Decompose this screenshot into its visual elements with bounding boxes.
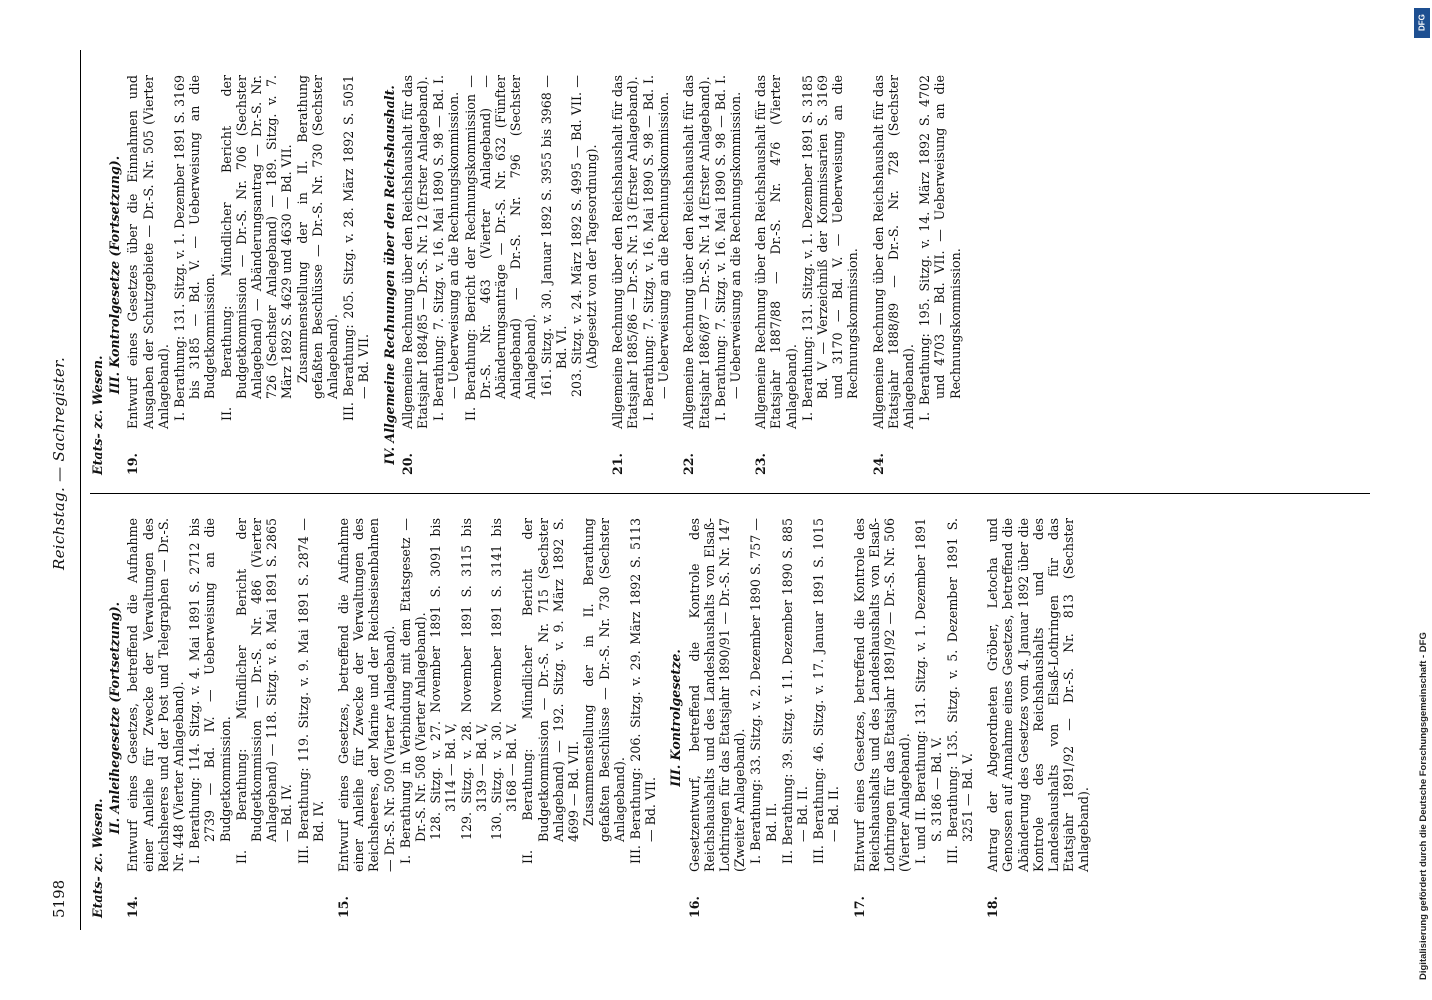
entry-detail: Zusammenstellung der in II. Berathung gefaßten Beschlüsse — Dr.-S. Nr. 730 (Sechster Anlageband). (294, 75, 341, 399)
entry-detail: III. Berathung: 46. Sitzg. v. 17. Januar 1891 S. 1015 — Bd. II. (811, 518, 842, 864)
section-heading: II. Anleihegesetze (Fortsetzung). (107, 601, 123, 835)
entry-number: 14. (125, 896, 141, 918)
entry-number: 20. (399, 453, 415, 475)
header-rule (80, 50, 81, 930)
entry-title: Allgemeine Rechnung über den Reichshaushalt für das Etatsjahr 1886/87 — Dr.-S. Nr. 14 (Erster Anlageband). (681, 75, 712, 429)
entry-title: Entwurf eines Gesetzes, betreffend die Kontrole des Reichshaushalts und des Landeshaushalts von Elsaß-Lothringen für das Etatsjahr 1891/92 — Dr.-S. Nr. 506 (Vierter Anlageband). (851, 518, 913, 872)
entry-title: Allgemeine Rechnung über den Reichshaushalt für das Etatsjahr 1884/85 — Dr.-S. Nr. 12 (Erster Anlageband). (399, 75, 431, 429)
entry-number: 16. (686, 896, 702, 918)
entry-detail: 203. Sitzg. v. 24. März 1892 S. 4995 — Bd. VII. — (Abgesetzt von der Tagesordnung). (569, 75, 600, 397)
register-entry (681, 75, 743, 475)
register-entry (687, 518, 842, 918)
entry-title: Allgemeine Rechnung über den Reichshaushalt für das Etatsjahr 1887/88 — Dr.-S. Nr. 476 (Vierter Anlageband). (753, 75, 799, 429)
register-entry (852, 518, 976, 918)
entry-detail: I. und II. Berathung: 131. Sitzg. v. 1. Dezember 1891 S. 3186 — Bd. V. (913, 518, 944, 864)
register-entry (753, 75, 860, 475)
entry-title: Allgemeine Rechnung über den Reichshaushalt für das Etatsjahr 1888/89 — Dr.-S. Nr. 728 (Sechster Anlageband). (870, 75, 916, 429)
entry-detail: II. Berathung: 39. Sitzg. v. 11. Dezember 1890 S. 885 — Bd. II. (779, 518, 810, 864)
entry-detail: 128. Sitzg. v. 27. November 1891 S. 3091 bis 3114 — Bd. V, (428, 518, 459, 840)
digitization-note: Digitalisierung gefördert durch die Deutsche Forschungsgemeinschaft - DFG (1418, 632, 1429, 980)
left-column (90, 518, 1102, 918)
entry-detail: III. Berathung: 206. Sitzg. v. 29. März 1892 S. 5113 — Bd. VII. (627, 518, 659, 864)
entry-detail: Zusammenstellung der in II. Berathung gefaßten Beschlüsse — Dr.-S. Nr. 730 (Sechster Anlageband). (581, 518, 627, 842)
running-title: Reichstag. — Sachregister. (50, 356, 68, 570)
page-header (52, 0, 72, 1000)
entry-detail: I. Berathung: 33. Sitzg. v. 2. Dezember 1890 S. 757 — Bd. II. (748, 518, 779, 864)
entry-number: 23. (753, 453, 769, 475)
entry-detail: III. Berathung: 135. Sitzg. v. 5. Dezember 1891 S. 3251 — Bd. V. (944, 518, 975, 864)
entry-title: Antrag der Abgeordneten Gröber, Letocha und Genossen auf Annahme eines Gesetzes, betreffend die Abänderung des Gesetzes vom 4. Januar 1892 über die Kontrole des Reichshaushalts und des Landeshaushalts von Elsaß-Lothringen für das Etatsjahr 1891/92 — Dr.-S. Nr. 813 (Sechster Anlageband). (985, 518, 1092, 872)
column-divider (90, 493, 1370, 494)
entry-title: Entwurf eines Gesetzes, betreffend die Aufnahme einer Anleihe für Zwecke der Verwaltungen des Reichsheeres, der Marine und der Reichseisenbahnen — Dr.-S. Nr. 509 (Vierter Anlageband). (336, 518, 397, 872)
page-number: 5198 (50, 879, 68, 918)
entry-number: 15. (336, 896, 352, 918)
entry-number: 19. (125, 453, 141, 475)
entry-title: Gesetzentwurf, betreffend die Kontrole des Reichshaushalts und des Landeshaushalts von Elsaß-Lothringen für das Etatsjahr 1890/91 — Dr.-S. Nr. 147 (Zweiter Anlageband). (686, 518, 748, 872)
entry-detail: I. Berathung: 114. Sitzg. v. 4. Mai 1891 S. 2712 bis 2739 — Bd. IV. — Ueberweisung an die Budgetkommission. (187, 518, 233, 864)
entry-title: Entwurf eines Gesetzes, betreffend die Aufnahme einer Anleihe für Zwecke der Verwaltungen des Reichsheeres und der Post und Telegraphen — Dr.-S. Nr. 448 (Vierter Anlageband). (125, 518, 187, 872)
entry-detail: II. Berathung: Mündlicher Bericht der Budgetkommission — Dr.-S. Nr. 706 (Sechster Anlageband) — Abänderungsantrag — Dr.-S. Nr. 726 (Sechster Anlageband) — 189. Sitzg. v. 7. März 1892 S. 4629 und 4630 — Bd. VII. (218, 75, 295, 421)
entry-number: 21. (609, 453, 625, 475)
entry-detail: II. Berathung: Mündlicher Bericht der Budgetkommission — Dr.-S. Nr. 715 (Sechster Anlageband) — 192. Sitzg. v. 9. März 1892 S. 4699 — Bd. VII. (520, 518, 582, 864)
entry-detail: 129. Sitzg. v. 28. November 1891 S. 3115 bis 3139 — Bd. V, (458, 518, 489, 840)
entry-detail: I. Berathung: 7. Sitzg. v. 16. Mai 1890 S. 98 — Bd. I. — Ueberweisung an die Rechnungskommission. (712, 75, 743, 421)
entry-detail: II. Berathung: Mündlicher Bericht der Budgetkommission — Dr.-S. Nr. 486 (Vierter Anlageband) — 118. Sitzg. v. 8. Mai 1891 S. 2865 — Bd. IV. (233, 518, 295, 864)
right-column (90, 75, 973, 475)
entry-detail: II. Berathung: Bericht der Rechnungskommission — Dr.-S. Nr. 463 (Vierter Anlageband) — Abänderungsanträge — Dr.-S. Nr. 632 (Fünfter Anlageband) — Dr.-S. Nr. 796 (Sechster Anlageband). (462, 75, 539, 421)
register-entry (125, 75, 371, 475)
register-entry (400, 75, 600, 475)
entry-number: 17. (851, 896, 867, 918)
entry-detail: III. Berathung: 119. Sitzg. v. 9. Mai 1891 S. 2874 — Bd. IV. (295, 518, 326, 864)
entry-detail: I. Berathung: 131. Sitzg. v. 1. Dezember 1891 S. 3169 bis 3185 — Bd. V. — Ueberweisung an die Budgetkommission. (172, 75, 218, 421)
dfg-logo: DFG (1414, 8, 1430, 38)
register-entry (125, 518, 326, 918)
entry-number: 22. (681, 453, 697, 475)
entry-number: 18. (985, 896, 1001, 918)
register-entry (871, 75, 963, 475)
entry-number: 24. (870, 453, 886, 475)
entry-title: Entwurf eines Gesetzes über die Einnahmen und Ausgaben der Schutzgebiete — Dr.-S. Nr. 505 (Vierter Anlageband). (125, 75, 171, 429)
register-entry (985, 518, 1091, 918)
entry-detail: 161. Sitzg. v. 30. Januar 1892 S. 3955 bis 3968 — Bd. VI. (538, 75, 569, 397)
entry-title: Allgemeine Rechnung über den Reichshaushalt für das Etatsjahr 1885/86 — Dr.-S. Nr. 13 (Erster Anlageband). (609, 75, 640, 429)
entry-detail: I. Berathung: 131. Sitzg. v. 1. Dezember 1891 S. 3185 Bd. V — Verzeichniß der Kommissarien S. 3169 und 3170 — Bd. V. — Ueberweisung an die Rechnungskommission. (799, 75, 861, 421)
entry-detail: III. Berathung: 205. Sitzg. v. 28. März 1892 S. 5051 — Bd. VII. (341, 75, 372, 421)
entry-detail: I. Berathung in Verbindung mit dem Etatsgesetz — Dr.-S. Nr. 508 (Vierter Anlageband). (397, 518, 429, 864)
entry-detail: I. Berathung: 7. Sitzg. v. 16. Mai 1890 S. 98 — Bd. I. — Ueberweisung an die Rechnungskommission. (640, 75, 672, 421)
section-heading: III. Kontrolgesetze (Fortsetzung). (107, 155, 123, 395)
entry-detail: 130. Sitzg. v. 30. November 1891 S. 3141 bis 3168 — Bd. V. (489, 518, 520, 840)
entry-detail: I. Berathung: 7. Sitzg. v. 16. Mai 1890 S. 98 — Bd. I. — Ueberweisung an die Rechnungskommission. (431, 75, 462, 421)
section-heading: IV. Allgemeine Rechnungen über den Reichshaushalt. (381, 85, 397, 465)
entry-detail: I. Berathung: 195. Sitzg. v. 14. März 1892 S. 4702 und 4703 — Bd. VII. — Ueberweisung an die Rechnungskommission. (917, 75, 963, 421)
register-entry (610, 75, 672, 475)
column-head: Etats- zc. Wesen. (90, 798, 105, 918)
register-entry (336, 518, 658, 918)
section-heading: III. Kontrolgesetze. (668, 649, 684, 787)
column-head: Etats- zc. Wesen. (90, 355, 105, 475)
